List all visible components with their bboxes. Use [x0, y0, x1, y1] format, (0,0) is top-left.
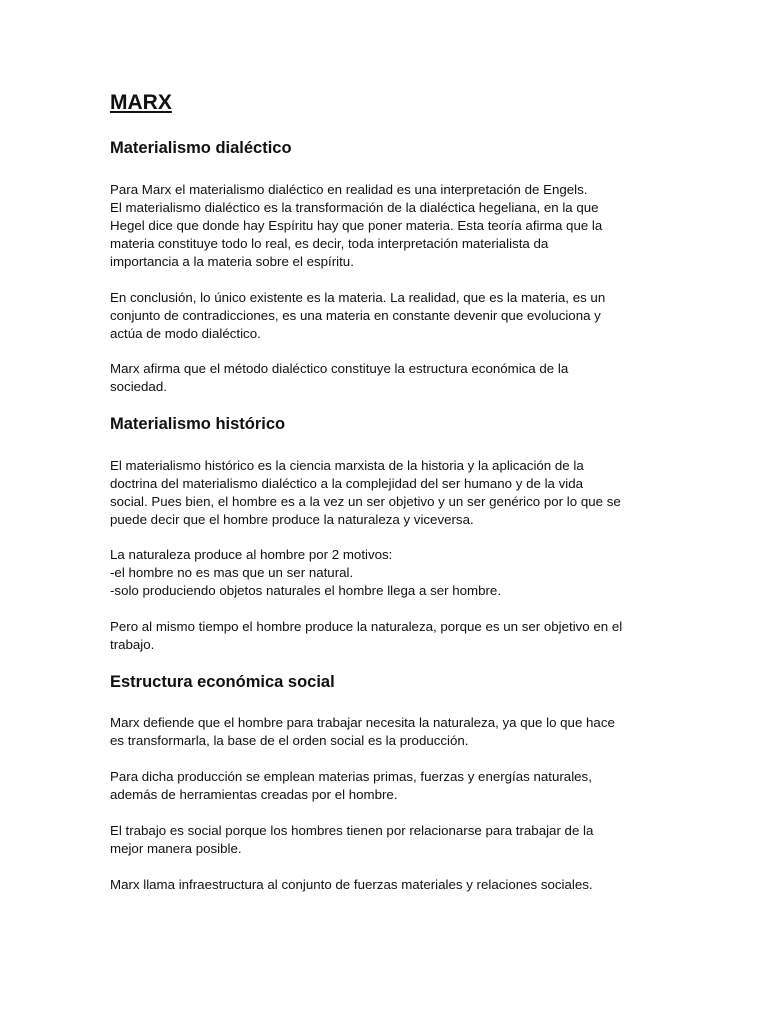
paragraph — [110, 714, 670, 750]
document-title: MARX — [110, 91, 172, 114]
text-line: Marx afirma que el método dialéctico constituye la estructura económica de la — [110, 361, 569, 376]
text-line: puede decir que el hombre produce la naturaleza y viceversa. — [110, 512, 474, 527]
text-line: doctrina del materialismo dialéctico a la complejidad del ser humano y de la vida — [110, 476, 584, 491]
text-line: Pero al mismo tiempo el hombre produce la naturaleza, porque es un ser objetivo en el — [110, 619, 623, 634]
paragraph — [110, 181, 670, 271]
paragraph — [110, 822, 670, 858]
text-line: Marx defiende que el hombre para trabajar necesita la naturaleza, ya que lo que hace — [110, 715, 615, 730]
text-line: El materialismo dialéctico es la transformación de la dialéctica hegeliana, en la que — [110, 200, 599, 215]
paragraph — [110, 618, 670, 654]
text-line: El materialismo histórico es la ciencia marxista de la historia y la aplicación de la — [110, 458, 584, 473]
text-line: Hegel dice que donde hay Espíritu hay que poner materia. Esta teoría afirma que la — [110, 218, 603, 233]
text-line: Para Marx el materialismo dialéctico en realidad es una interpretación de Engels. — [110, 182, 588, 197]
text-line: -solo produciendo objetos naturales el hombre llega a ser hombre. — [110, 583, 502, 598]
paragraph — [110, 289, 670, 343]
text-line: La naturaleza produce al hombre por 2 motivos: — [110, 547, 393, 562]
text-line: -el hombre no es mas que un ser natural. — [110, 565, 354, 580]
text-line: sociedad. — [110, 379, 167, 394]
text-line: Para dicha producción se emplean materias primas, fuerzas y energías naturales, — [110, 769, 592, 784]
text-line: además de herramientas creadas por el hombre. — [110, 787, 398, 802]
text-line: El trabajo es social porque los hombres tienen por relacionarse para trabajar de la — [110, 823, 594, 838]
text-line: Marx llama infraestructura al conjunto de fuerzas materiales y relaciones sociales. — [110, 877, 593, 892]
section-heading-estructura-economica-social: Estructura económica social — [110, 673, 335, 691]
text-line: es transformarla, la base de el orden social es la producción. — [110, 733, 469, 748]
paragraph — [110, 768, 670, 804]
text-line: actúa de modo dialéctico. — [110, 326, 261, 341]
text-line: social. Pues bien, el hombre es a la vez un ser objetivo y un ser genérico por lo que se — [110, 494, 621, 509]
paragraph — [110, 360, 670, 396]
text-line: importancia a la materia sobre el espíritu. — [110, 254, 354, 269]
text-line: trabajo. — [110, 637, 155, 652]
text-line: mejor manera posible. — [110, 841, 242, 856]
paragraph — [110, 457, 670, 529]
section-heading-materialismo-historico: Materialismo histórico — [110, 415, 286, 433]
section-heading-materialismo-dialectico: Materialismo dialéctico — [110, 139, 292, 157]
text-line: materia constituye todo lo real, es decir, toda interpretación materialista da — [110, 236, 549, 251]
text-line: En conclusión, lo único existente es la materia. La realidad, que es la materia, es un — [110, 290, 606, 305]
text-line: conjunto de contradicciones, es una materia en constante devenir que evoluciona y — [110, 308, 601, 323]
paragraph — [110, 546, 670, 600]
paragraph — [110, 876, 670, 894]
